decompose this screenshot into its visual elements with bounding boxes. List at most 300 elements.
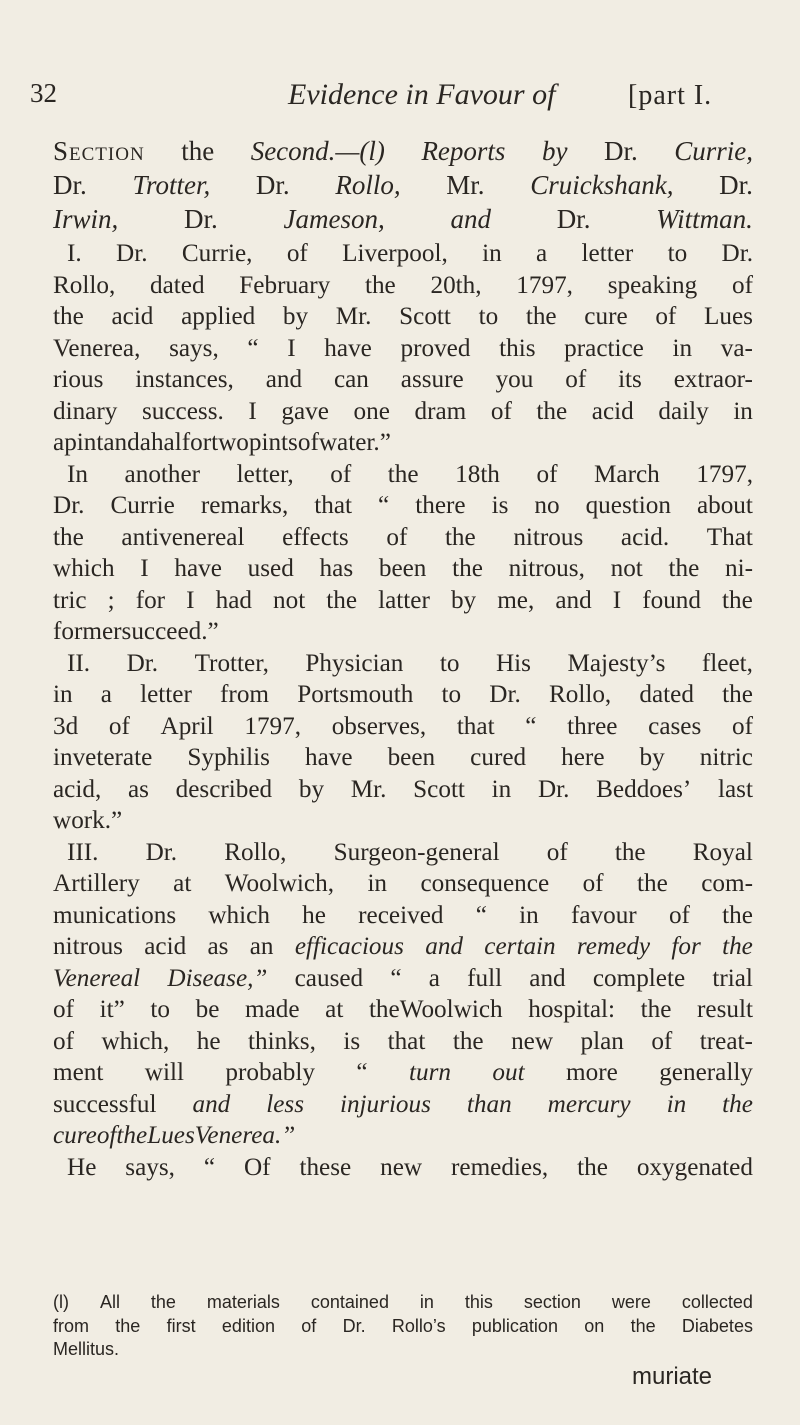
word: result bbox=[697, 996, 753, 1023]
word: Dr. bbox=[255, 170, 290, 200]
word: he bbox=[196, 1027, 221, 1055]
body-line bbox=[53, 679, 753, 711]
word: this bbox=[464, 1292, 493, 1312]
word: of bbox=[330, 460, 352, 488]
word: of bbox=[490, 397, 512, 425]
word: of bbox=[731, 712, 753, 740]
word: contained bbox=[310, 1292, 389, 1312]
word: dinary bbox=[53, 397, 118, 425]
word: daily bbox=[658, 397, 709, 425]
word: last bbox=[717, 775, 753, 803]
word: were bbox=[611, 1292, 651, 1312]
word: of bbox=[582, 870, 604, 897]
word: practice bbox=[564, 334, 644, 362]
word: the bbox=[452, 1027, 484, 1055]
word: I. bbox=[67, 240, 82, 267]
word: Artillery bbox=[53, 870, 140, 897]
word: Mr. bbox=[446, 170, 485, 200]
word: nitrous bbox=[513, 523, 584, 551]
word: III. bbox=[67, 838, 99, 866]
word: Mr. bbox=[335, 303, 372, 330]
word: Dr. bbox=[556, 204, 591, 234]
word: Rollo, bbox=[548, 681, 612, 708]
word: I bbox=[140, 555, 149, 582]
word: the bbox=[53, 523, 84, 551]
word: section bbox=[523, 1292, 581, 1312]
word: of bbox=[301, 1315, 317, 1336]
word: “ bbox=[475, 901, 487, 929]
word: a bbox=[139, 429, 151, 456]
word: which bbox=[208, 901, 270, 929]
word: more bbox=[566, 1059, 618, 1086]
word: the bbox=[116, 1122, 148, 1149]
word: of bbox=[53, 1027, 74, 1055]
word: and bbox=[555, 586, 592, 614]
word: than bbox=[466, 1090, 512, 1118]
word: ment bbox=[53, 1059, 104, 1086]
word: is bbox=[491, 492, 509, 519]
word: acid, bbox=[53, 775, 102, 803]
word: no bbox=[534, 492, 560, 519]
body-line bbox=[53, 774, 753, 806]
word: and bbox=[450, 204, 491, 234]
word: out bbox=[492, 1059, 525, 1086]
word: in bbox=[672, 334, 693, 362]
word: and bbox=[265, 366, 303, 393]
word: of bbox=[731, 271, 753, 299]
paragraph-currie-line bbox=[53, 238, 753, 270]
word: the bbox=[640, 996, 672, 1023]
word: and bbox=[103, 429, 140, 456]
word: a bbox=[53, 429, 65, 456]
page-header bbox=[30, 78, 770, 128]
word: the bbox=[637, 870, 668, 897]
word: made bbox=[244, 996, 300, 1023]
word: three bbox=[567, 712, 618, 740]
body-line bbox=[53, 616, 753, 648]
word: II. bbox=[67, 649, 91, 677]
body-line bbox=[53, 711, 753, 743]
word: efficacious bbox=[294, 933, 404, 960]
word: you bbox=[495, 366, 534, 393]
word: pint bbox=[64, 429, 104, 456]
word: nitric bbox=[699, 744, 753, 771]
word: the bbox=[181, 136, 215, 166]
word: tric bbox=[53, 586, 87, 614]
word: All bbox=[99, 1292, 120, 1312]
word: April bbox=[160, 712, 214, 740]
word: about bbox=[696, 492, 753, 519]
word: a bbox=[428, 964, 440, 992]
word: consequence bbox=[420, 870, 550, 897]
word: Dr. bbox=[53, 170, 87, 200]
word: it” bbox=[99, 996, 125, 1023]
section-heading-line-2 bbox=[53, 170, 753, 204]
word: antivenereal bbox=[121, 523, 245, 551]
word: I bbox=[248, 397, 257, 425]
word: 18th bbox=[455, 460, 500, 488]
word: ; bbox=[107, 586, 115, 614]
word: by bbox=[298, 775, 325, 803]
word: Dr. bbox=[145, 838, 178, 866]
word: Dr. bbox=[184, 204, 218, 234]
word: there bbox=[415, 492, 466, 519]
word: Venereal bbox=[53, 964, 141, 992]
word: of bbox=[668, 901, 690, 929]
word: former bbox=[53, 618, 122, 645]
word: and bbox=[425, 933, 463, 960]
body-line bbox=[53, 805, 753, 837]
word: Dr. bbox=[489, 681, 521, 708]
body-line bbox=[53, 1089, 753, 1121]
word: he bbox=[302, 901, 326, 929]
word: new bbox=[380, 1153, 423, 1181]
word: to bbox=[667, 240, 688, 267]
page-number: 32 bbox=[30, 78, 57, 108]
word: the bbox=[722, 681, 753, 708]
word: That bbox=[706, 523, 753, 551]
word: collected bbox=[681, 1292, 753, 1312]
word: favour bbox=[570, 901, 637, 929]
word: of bbox=[286, 240, 308, 267]
body-line bbox=[53, 931, 753, 963]
word: applied bbox=[181, 303, 256, 330]
word: of bbox=[565, 366, 587, 393]
word: pints bbox=[248, 429, 298, 456]
word: Diabetes bbox=[681, 1315, 753, 1336]
word: in bbox=[733, 397, 753, 425]
word: of bbox=[536, 460, 558, 488]
word: complete bbox=[592, 964, 686, 992]
word: Cruickshank, bbox=[530, 170, 674, 200]
word: that bbox=[456, 712, 495, 740]
word: Royal bbox=[692, 838, 753, 866]
word: the bbox=[53, 303, 84, 330]
word: Scott bbox=[413, 775, 465, 803]
word: Lues bbox=[147, 1122, 195, 1149]
word: speaking bbox=[607, 271, 698, 299]
word: the bbox=[326, 586, 358, 614]
word: inveterate bbox=[53, 744, 153, 771]
word: a bbox=[536, 240, 548, 267]
word: 1797, bbox=[516, 271, 573, 299]
word: half bbox=[150, 429, 191, 456]
word: He bbox=[67, 1153, 97, 1181]
word: probably bbox=[225, 1059, 315, 1086]
word: of bbox=[53, 996, 74, 1023]
word: dram bbox=[414, 397, 467, 425]
word: ni- bbox=[725, 555, 753, 582]
word: Dr. bbox=[126, 649, 159, 677]
word: had bbox=[215, 586, 252, 614]
word: an bbox=[249, 933, 274, 960]
word: have bbox=[324, 334, 372, 362]
word: have bbox=[304, 744, 353, 771]
word: for bbox=[135, 586, 166, 614]
word: of bbox=[297, 429, 319, 456]
word: in bbox=[666, 1090, 687, 1118]
body-line bbox=[53, 1026, 753, 1058]
word: letter bbox=[140, 681, 192, 708]
section-heading-line-1 bbox=[53, 136, 753, 170]
word: injurious bbox=[339, 1090, 431, 1118]
word: February bbox=[239, 271, 331, 299]
word: to bbox=[478, 303, 499, 330]
word: Syphilis bbox=[187, 744, 270, 771]
body-line bbox=[53, 585, 753, 617]
word: Beddoes’ bbox=[596, 775, 692, 803]
word: not bbox=[610, 555, 643, 582]
body-line bbox=[53, 1120, 753, 1152]
word: Surgeon-general bbox=[333, 838, 500, 866]
body-line bbox=[53, 742, 753, 774]
running-title: Evidence in Favour of bbox=[288, 78, 556, 111]
word: successful bbox=[53, 1090, 157, 1118]
body-line bbox=[53, 994, 753, 1026]
word: Dr. bbox=[537, 775, 570, 803]
word: Currie bbox=[110, 492, 175, 519]
word: va- bbox=[720, 334, 753, 362]
word: nitrous, bbox=[508, 555, 585, 582]
body-line bbox=[53, 553, 753, 585]
word: com- bbox=[701, 870, 753, 897]
footnote-line bbox=[53, 1291, 753, 1315]
word: the bbox=[536, 397, 568, 425]
word: the bbox=[614, 838, 646, 866]
word: to bbox=[150, 996, 170, 1023]
footnote-line bbox=[53, 1338, 753, 1362]
word: Rollo’s bbox=[391, 1315, 446, 1336]
word: instances, bbox=[135, 366, 234, 393]
footnote bbox=[53, 1291, 753, 1362]
word: two bbox=[211, 429, 249, 456]
word: Irwin, bbox=[53, 204, 119, 234]
word: Dr. bbox=[603, 136, 638, 166]
word: one bbox=[353, 397, 390, 425]
word: Portsmouth bbox=[297, 681, 414, 708]
word: (l) bbox=[53, 1292, 69, 1312]
word: materials bbox=[206, 1292, 280, 1312]
word: remarks, bbox=[200, 492, 289, 519]
word: thinks, bbox=[247, 1027, 316, 1055]
word: Dr. bbox=[116, 240, 148, 267]
word: assure bbox=[400, 366, 464, 393]
word: which, bbox=[101, 1027, 170, 1055]
word: the bbox=[387, 460, 419, 488]
word: in bbox=[367, 870, 388, 897]
word: Of bbox=[243, 1153, 271, 1181]
word: Physician bbox=[305, 649, 404, 677]
word: in bbox=[482, 240, 502, 267]
word: the bbox=[722, 1090, 753, 1118]
word: in bbox=[419, 1292, 434, 1312]
word: gave bbox=[281, 397, 329, 425]
word: found bbox=[642, 586, 701, 614]
word: used bbox=[247, 555, 294, 582]
word: Liverpool, bbox=[342, 240, 448, 267]
word: to bbox=[439, 649, 460, 677]
word: Trotter, bbox=[194, 649, 269, 677]
word: by bbox=[541, 136, 568, 166]
part-indicator: [part I. bbox=[628, 80, 713, 111]
word: says, bbox=[169, 334, 219, 362]
word: “ bbox=[525, 712, 537, 740]
word: the bbox=[444, 523, 476, 551]
word: Currie, bbox=[181, 240, 253, 267]
word: Trotter, bbox=[132, 170, 211, 200]
body-line bbox=[53, 490, 753, 522]
word: Dr. bbox=[719, 170, 753, 200]
word: Jameson, bbox=[283, 204, 385, 234]
word: and bbox=[529, 964, 566, 992]
catchword: muriate bbox=[632, 1363, 713, 1390]
word: me, bbox=[497, 586, 535, 614]
word: rious bbox=[53, 366, 104, 393]
word: Reports bbox=[421, 136, 506, 166]
word: work.” bbox=[53, 807, 123, 834]
word: extraor- bbox=[673, 366, 753, 393]
word: from bbox=[220, 681, 270, 708]
word: nitrous bbox=[53, 933, 123, 960]
word: at bbox=[173, 870, 192, 897]
word: remedy bbox=[576, 933, 651, 960]
word: 1797, bbox=[696, 460, 753, 488]
word: acid bbox=[591, 397, 634, 425]
word: first bbox=[166, 1315, 196, 1336]
body-text bbox=[53, 136, 753, 1183]
word: Rollo, bbox=[224, 838, 287, 866]
word: plan bbox=[580, 1027, 624, 1055]
word: from bbox=[53, 1315, 89, 1336]
word: 3d bbox=[53, 712, 79, 740]
word: of bbox=[386, 523, 408, 551]
word: effects bbox=[282, 523, 349, 551]
word: of bbox=[108, 712, 130, 740]
word: Majesty’s bbox=[567, 649, 666, 677]
word: His bbox=[495, 649, 531, 677]
word: Dr. bbox=[721, 240, 753, 267]
body-line bbox=[53, 333, 753, 365]
word: “ bbox=[390, 964, 402, 992]
word: the bbox=[150, 1292, 176, 1312]
word: acid. bbox=[620, 523, 670, 551]
word: been bbox=[387, 744, 436, 771]
word: letter bbox=[581, 240, 634, 267]
word: the bbox=[722, 586, 753, 614]
word: this bbox=[499, 334, 536, 362]
word: succeed.” bbox=[121, 618, 219, 645]
word: generally bbox=[659, 1059, 753, 1086]
word: can bbox=[333, 366, 369, 393]
word: theWoolwich bbox=[368, 996, 503, 1023]
word: a bbox=[100, 681, 112, 708]
word: 20th, bbox=[430, 271, 482, 299]
body-line bbox=[53, 396, 753, 428]
word: “ bbox=[247, 334, 259, 362]
word: Rollo, bbox=[53, 271, 116, 299]
word: as bbox=[127, 775, 149, 803]
word: cure bbox=[584, 303, 628, 330]
word: latter bbox=[378, 586, 430, 614]
word: dated bbox=[150, 271, 205, 299]
word: here bbox=[561, 744, 605, 771]
word: have bbox=[174, 555, 222, 582]
word: dated bbox=[639, 681, 694, 708]
word: question bbox=[585, 492, 671, 519]
word: the bbox=[115, 1315, 141, 1336]
word: the bbox=[668, 555, 700, 582]
word: acid bbox=[144, 933, 187, 960]
word: the bbox=[722, 901, 753, 929]
word: Second.—(l) bbox=[250, 136, 385, 166]
word: which bbox=[53, 555, 115, 582]
word: has bbox=[319, 555, 354, 582]
word: on bbox=[584, 1315, 605, 1336]
word: caused bbox=[294, 964, 364, 992]
word: In bbox=[67, 460, 88, 488]
word: Dr. bbox=[342, 1315, 366, 1336]
word: be bbox=[195, 996, 220, 1023]
word: for bbox=[671, 933, 701, 960]
word: Section bbox=[53, 136, 145, 166]
word: proved bbox=[400, 334, 471, 362]
word: the bbox=[525, 303, 557, 330]
word: water.” bbox=[318, 429, 391, 456]
word: hospital: bbox=[528, 996, 615, 1023]
body-line bbox=[53, 522, 753, 554]
word: Disease,” bbox=[167, 964, 268, 992]
body-line bbox=[53, 301, 753, 333]
word: new bbox=[511, 1027, 554, 1055]
body-line bbox=[53, 900, 753, 932]
footnote-line bbox=[53, 1315, 753, 1339]
word: treat- bbox=[699, 1027, 753, 1055]
word: Venerea, bbox=[53, 334, 141, 362]
word: or bbox=[190, 429, 212, 456]
word: publication bbox=[471, 1315, 558, 1336]
word: Lues bbox=[703, 303, 753, 330]
body-line bbox=[53, 1057, 753, 1089]
word: of bbox=[96, 1122, 117, 1149]
word: at bbox=[325, 996, 344, 1023]
word: Scott bbox=[399, 303, 451, 330]
word: cure bbox=[53, 1122, 97, 1149]
word: March bbox=[594, 460, 660, 488]
word: remedies, bbox=[451, 1153, 549, 1181]
word: Venerea.” bbox=[194, 1122, 296, 1149]
body-line bbox=[53, 963, 753, 995]
word: I bbox=[186, 586, 195, 614]
word: the bbox=[630, 1315, 656, 1336]
word: another bbox=[124, 460, 201, 488]
word: not bbox=[273, 586, 306, 614]
word: that bbox=[314, 492, 353, 519]
word: Dr. bbox=[53, 492, 85, 519]
word: observes, bbox=[331, 712, 427, 740]
word: I bbox=[287, 334, 296, 362]
word: Mellitus. bbox=[53, 1339, 120, 1359]
word: fleet, bbox=[701, 649, 753, 677]
word: in bbox=[53, 681, 73, 708]
word: of bbox=[651, 1027, 673, 1055]
word: by bbox=[282, 303, 309, 330]
word: “ bbox=[203, 1153, 216, 1181]
word: by bbox=[450, 586, 477, 614]
body-line bbox=[53, 459, 753, 491]
word: less bbox=[266, 1090, 304, 1118]
word: been bbox=[378, 555, 427, 582]
word: Currie, bbox=[674, 136, 753, 166]
